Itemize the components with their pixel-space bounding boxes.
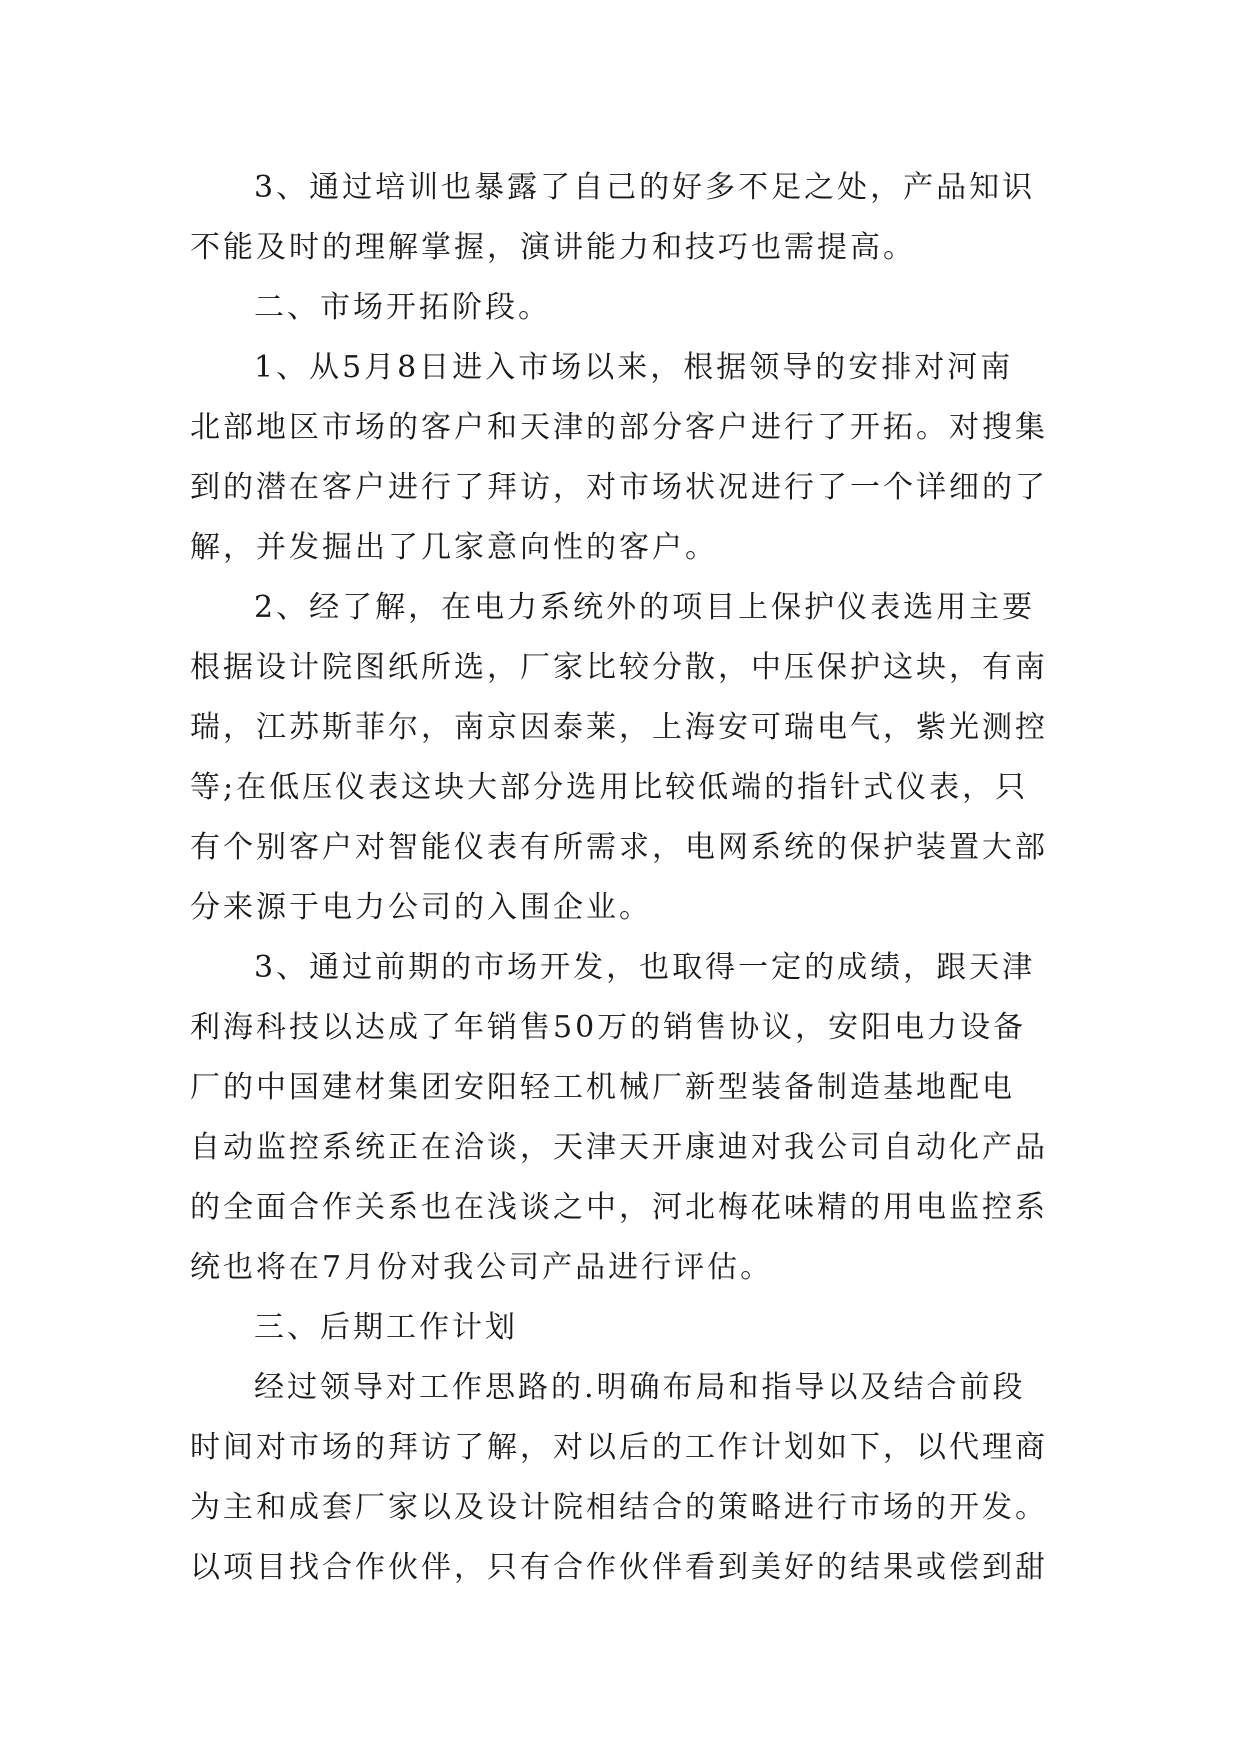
text-line: 统也将在7月份对我公司产品进行评估。 xyxy=(190,1250,774,1285)
text-line: 自动监控系统正在洽谈，天津天开康迪对我公司自动化产品 xyxy=(190,1130,1048,1165)
text-line: 经过领导对工作思路的.明确布局和指导以及结合前段 xyxy=(254,1370,1026,1405)
text-line: 3、通过前期的市场开发，也取得一定的成绩，跟天津 xyxy=(254,950,1036,985)
text-line: 时间对市场的拜访了解，对以后的工作计划如下，以代理商 xyxy=(190,1430,1048,1465)
section-heading: 二、市场开拓阶段。 xyxy=(254,290,551,325)
text-line: 厂的中国建材集团安阳轻工机械厂新型装备制造基地配电 xyxy=(190,1070,1015,1105)
text-line: 北部地区市场的客户和天津的部分客户进行了开拓。对搜集 xyxy=(190,410,1048,445)
text-line: 为主和成套厂家以及设计院相结合的策略进行市场的开发。 xyxy=(190,1490,1048,1525)
text-line: 根据设计院图纸所选，厂家比较分散，中压保护这块，有南 xyxy=(190,650,1048,685)
text-line: 1、从5月8日进入市场以来，根据领导的安排对河南 xyxy=(254,350,1014,385)
text-line: 的全面合作关系也在浅谈之中，河北梅花味精的用电监控系 xyxy=(190,1190,1048,1225)
text-line: 利海科技以达成了年销售50万的销售协议，安阳电力设备 xyxy=(190,1010,1027,1045)
section-heading: 三、后期工作计划 xyxy=(254,1310,518,1345)
text-line: 分来源于电力公司的入围企业。 xyxy=(190,890,652,925)
text-line: 瑞，江苏斯菲尔，南京因泰莱，上海安可瑞电气，紫光测控 xyxy=(190,710,1048,745)
text-line: 有个别客户对智能仪表有所需求，电网系统的保护装置大部 xyxy=(190,830,1048,865)
text-line: 不能及时的理解掌握，演讲能力和技巧也需提高。 xyxy=(190,230,916,265)
text-line: 到的潜在客户进行了拜访，对市场状况进行了一个详细的了 xyxy=(190,470,1048,505)
document-body xyxy=(190,158,1070,1598)
text-line: 2、经了解，在电力系统外的项目上保护仪表选用主要 xyxy=(254,590,1036,625)
text-line: 解，并发掘出了几家意向性的客户。 xyxy=(190,530,718,565)
text-line: 3、通过培训也暴露了自己的好多不足之处，产品知识 xyxy=(254,170,1036,205)
text-line: 以项目找合作伙伴，只有合作伙伴看到美好的结果或偿到甜 xyxy=(190,1550,1048,1585)
text-line: 等;在低压仪表这块大部分选用比较低端的指针式仪表，只 xyxy=(190,770,1029,805)
